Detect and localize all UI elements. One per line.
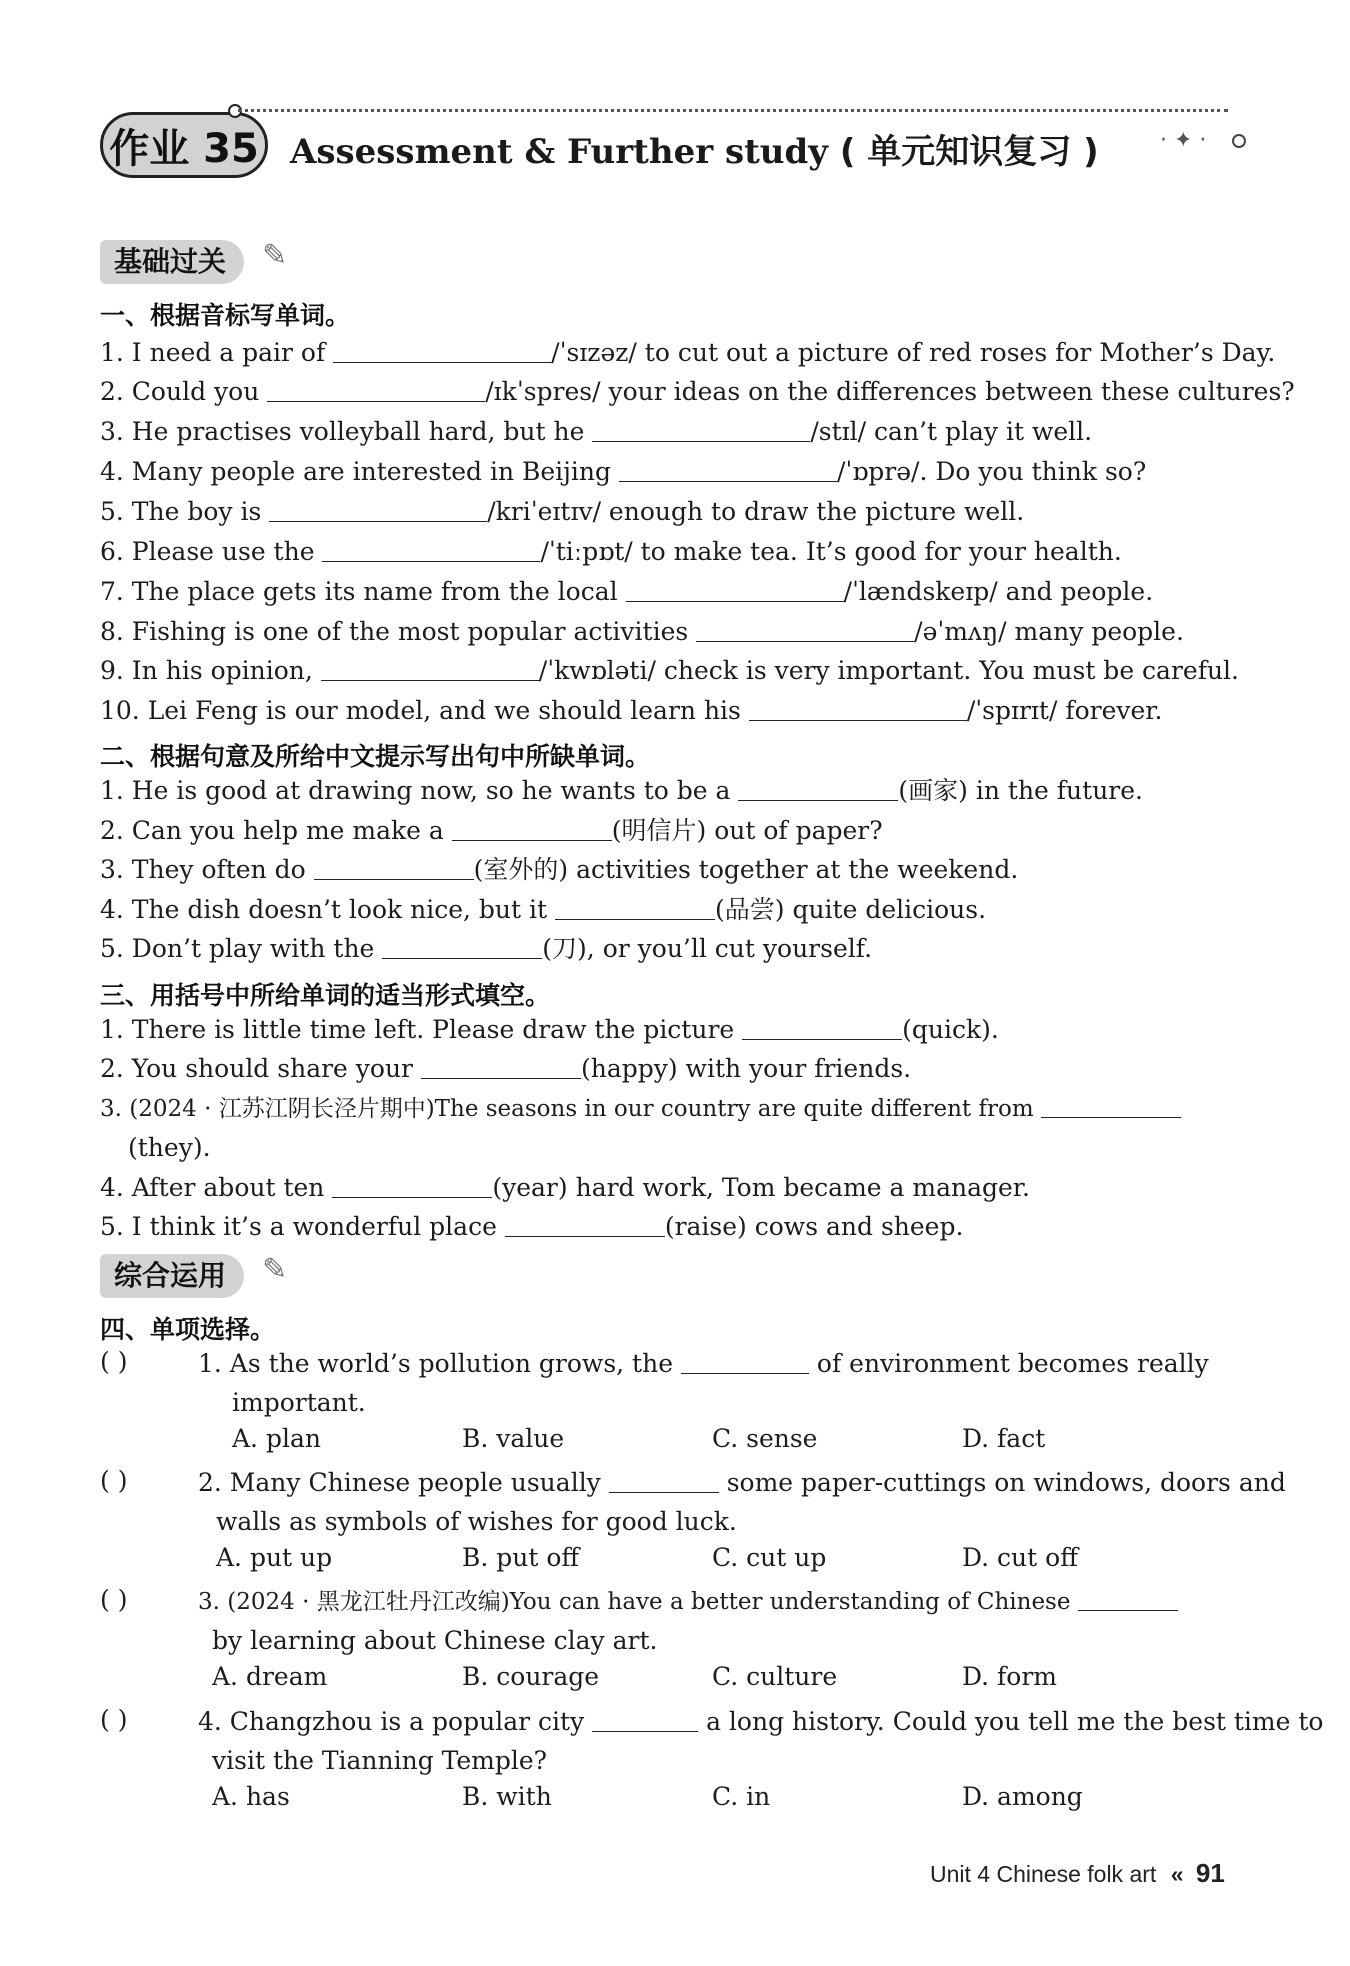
option-d: D. cut off [962,1543,1078,1572]
option-b: B. put off [462,1543,580,1572]
option-c: C. cut up [712,1543,827,1572]
answer-paren: ( ) [100,1705,128,1734]
part1-item: 5. The boy is /kriˈeɪtɪv/ enough to draw the picture well. [100,497,1025,526]
option-b: B. courage [462,1662,600,1691]
part1-item: 8. Fishing is one of the most popular activities /əˈmʌŋ/ many people. [100,617,1184,646]
part3-item: 2. You should share your (happy) with your friends. [100,1054,912,1083]
part1-heading: 一、根据音标写单词。 [100,301,351,330]
option-b: B. value [462,1424,565,1453]
answer-paren: ( ) [100,1466,128,1495]
title-english: Assessment & Further study [290,132,829,172]
part3-item-continued: (they). [128,1133,211,1162]
option-c: C. sense [712,1424,818,1453]
option-a: A. has [212,1782,290,1811]
part1-item: 4. Many people are interested in Beijing /ˈɒprə/. Do you think so? [100,457,1147,486]
option-a: A. put up [216,1543,333,1572]
page-title [290,124,1099,173]
part2-item: 2. Can you help me make a (明信片) out of paper? [100,816,883,845]
answer-paren: ( ) [100,1347,128,1376]
mcq-question: 3. (2024 · 黑龙江牡丹江改编)You can have a better understanding of Chinese [198,1585,1178,1619]
option-d: D. among [962,1782,1083,1811]
part3-item: 3. (2024 · 江苏江阴长泾片期中)The seasons in our country are quite different from [100,1092,1181,1126]
part3-item: 4. After about ten (year) hard work, Tom became a manager. [100,1173,1030,1202]
footer-unit: Unit 4 [930,1861,991,1887]
part3-item: 1. There is little time left. Please draw the picture (quick). [100,1015,999,1044]
part2-item: 3. They often do (室外的) activities together at the weekend. [100,855,1019,884]
option-c: C. culture [712,1662,838,1691]
pencil-icon: ✎ [262,238,288,273]
mcq-question-continued: by learning about Chinese clay art. [212,1626,658,1655]
double-chevron-left-icon: « [1170,1861,1184,1887]
title-chinese: ( 单元知识复习 ) [839,132,1099,172]
mcq-question: 1. As the world’s pollution grows, the of environment becomes really [198,1349,1209,1378]
ring-icon [1232,134,1246,148]
part2-heading: 二、根据句意及所给中文提示写出句中所缺单词。 [100,742,651,771]
part1-item: 1. I need a pair of /ˈsɪzəz/ to cut out a picture of red roses for Mother’s Day. [100,338,1276,367]
section-tag-basic: 基础过关 [100,240,244,284]
mcq-question-continued: important. [232,1388,366,1417]
section-tag-comprehensive: 综合运用 [100,1254,244,1298]
mcq-question-continued: walls as symbols of wishes for good luck. [216,1507,737,1536]
part2-item: 1. He is good at drawing now, so he wants to be a (画家) in the future. [100,776,1143,805]
header-dotted-line [238,109,1228,112]
mcq-question: 4. Changzhou is a popular city a long history. Could you tell me the best time to [198,1707,1324,1736]
part1-item: 6. Please use the /ˈtiːpɒt/ to make tea. It’s good for your health. [100,537,1122,566]
page-number: 91 [1195,1858,1225,1888]
option-d: D. form [962,1662,1058,1691]
part1-item: 2. Could you /ɪkˈspres/ your ideas on the differences between these cultures? [100,377,1295,406]
part4-heading: 四、单项选择。 [100,1315,276,1344]
option-d: D. fact [962,1424,1046,1453]
part3-item: 5. I think it’s a wonderful place (raise) cows and sheep. [100,1212,964,1241]
mcq-question-continued: visit the Tianning Temple? [212,1746,548,1775]
part1-item: 7. The place gets its name from the local /ˈlændskeɪp/ and people. [100,577,1154,606]
part1-item: 10. Lei Feng is our model, and we should learn his /ˈspɪrɪt/ forever. [100,696,1163,725]
sparkle-icon: · ✦ · [1160,128,1207,153]
pencil-icon: ✎ [262,1252,288,1287]
part1-item: 3. He practises volleyball hard, but he /stɪl/ can’t play it well. [100,417,1093,446]
mcq-question: 2. Many Chinese people usually some paper-cuttings on windows, doors and [198,1468,1286,1497]
answer-paren: ( ) [100,1585,128,1614]
option-b: B. with [462,1782,552,1811]
part2-item: 5. Don’t play with the (刀), or you’ll cut yourself. [100,934,873,963]
footer-topic: Chinese folk art [996,1861,1157,1887]
part2-item: 4. The dish doesn’t look nice, but it (品尝) quite delicious. [100,895,987,924]
part3-heading: 三、用括号中所给单词的适当形式填空。 [100,981,551,1010]
homework-badge: 作业 35 [100,112,268,178]
option-a: A. dream [212,1662,328,1691]
page-footer [930,1858,1225,1889]
option-c: C. in [712,1782,771,1811]
option-a: A. plan [232,1424,321,1453]
part1-item: 9. In his opinion, /ˈkwɒləti/ check is very important. You must be careful. [100,656,1240,685]
